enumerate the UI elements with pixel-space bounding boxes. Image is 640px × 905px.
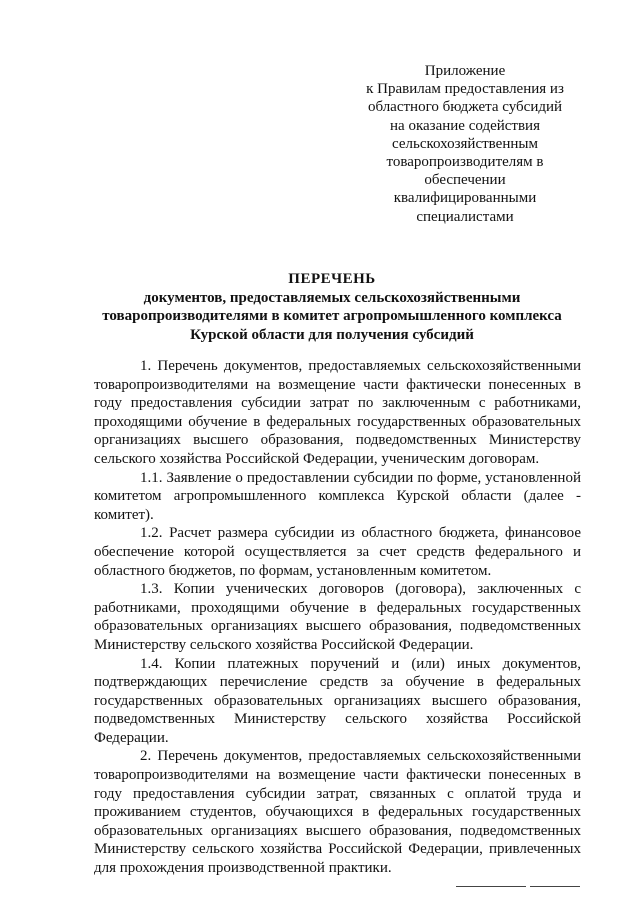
appendix-line: на оказание содействия [390, 117, 540, 134]
appendix-line: областного бюджета субсидий [367, 99, 563, 116]
document-subtitle-line: товаропроизводителями в комитет агропромышленного комплекса [102, 308, 562, 324]
appendix-line: обеспечении [424, 172, 506, 189]
paragraph-2: 2. Перечень документов, предоставляемых сельскохозяйственными товаропроизводителями на возмещение части фактически понесенных в году предоставления субсидии затрат, связанных с оплатой труда и проживанием студентов, обучающихся в федеральных государственных образовательных организациях высшего образования, подведомственных Министерству сельского хозяйства Российской Федерации, привлеченных для прохождения производственной практики. [94, 748, 581, 877]
paragraph-1-4: 1.4. Копии платежных поручений и (или) иных документов, подтверждающих перечисление средств за обучение в федеральных государственных образовательных организациях высшего образования, подведомственных Министерству сельского хозяйства Российской Федерации. [94, 655, 581, 746]
appendix-block [355, 62, 575, 226]
appendix-line: специалистами [416, 208, 514, 225]
paragraph-1: 1. Перечень документов, предоставляемых сельскохозяйственными товаропроизводителями на возмещение части фактически понесенных в году предоставления субсидии затрат по заключенным с работниками, проходящими обучение в федеральных государственных образовательных организациях высшего образования, подведомственных Министерству сельского хозяйства Российской Федерации, ученическим договорам. [94, 358, 581, 467]
footer-divider [530, 886, 580, 887]
paragraph-1-3: 1.3. Копии ученических договоров (договора), заключенных с работниками, проходящими обучение в федеральных государственных образовательных организациях высшего образования, подведомственных Министерству сельского хозяйства Российской Федерации. [94, 581, 581, 653]
document-title: ПЕРЕЧЕНЬ [288, 271, 376, 287]
paragraph-1-2: 1.2. Расчет размера субсидии из областного бюджета, финансовое обеспечение которой осуществляется за счет средств федерального и областного бюджетов, по формам, установленным комитетом. [94, 525, 581, 579]
appendix-line: сельскохозяйственным [392, 135, 538, 152]
appendix-line: к Правилам предоставления из [366, 81, 564, 98]
appendix-line: Приложение [424, 63, 506, 79]
appendix-line: квалифицированными [393, 190, 537, 207]
document-heading [80, 270, 584, 344]
document-subtitle-line: Курской области для получения субсидий [190, 326, 474, 343]
footer-divider [456, 886, 526, 887]
document-body [94, 357, 581, 878]
paragraph-1-1: 1.1. Заявление о предоставлении субсидии по форме, установленной комитетом агропромышленного комплекса Курской области (далее - комитет). [94, 469, 581, 523]
document-subtitle-line: документов, предоставляемых сельскохозяйственными [143, 289, 521, 306]
appendix-line: товаропроизводителям в [386, 154, 544, 171]
